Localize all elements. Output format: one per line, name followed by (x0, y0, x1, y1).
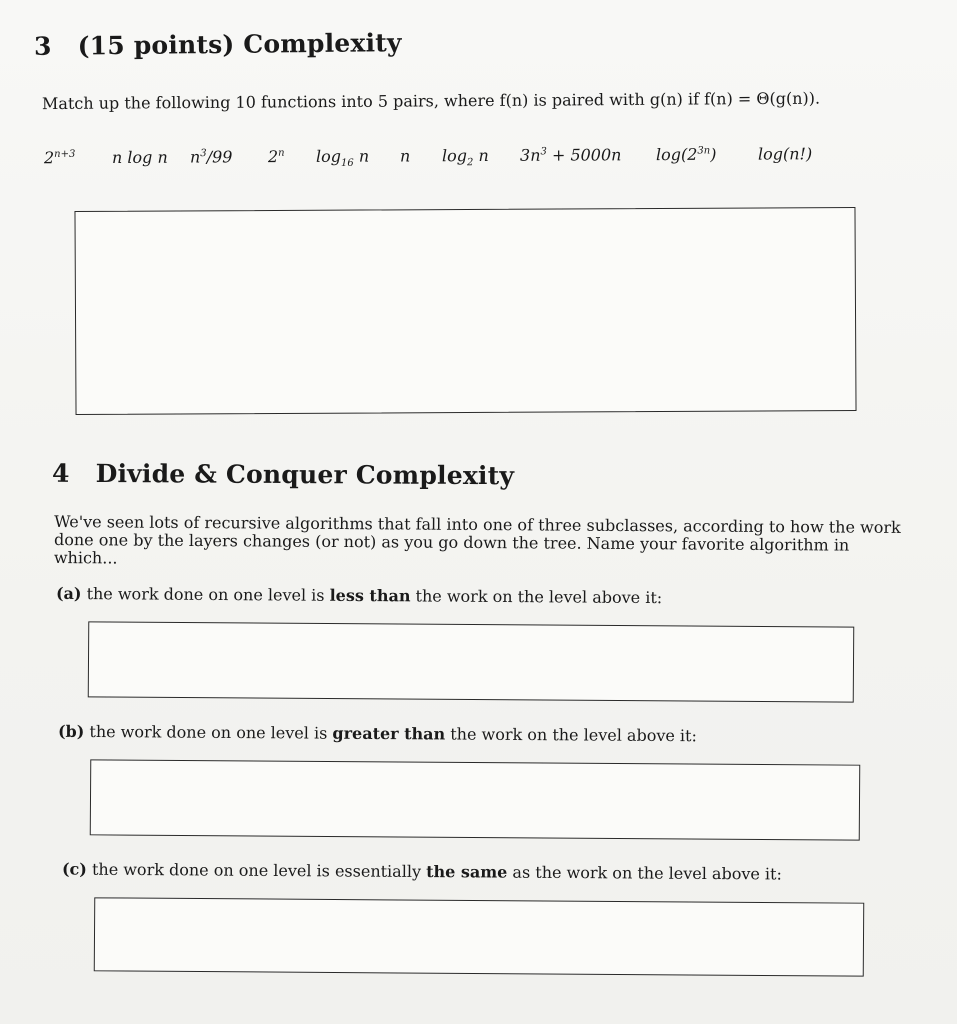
function-item: $\log(2^{3n})$ (655, 144, 717, 165)
section-3-number: 3 (33, 31, 52, 61)
section-4-title: Divide & Conquer Complexity (95, 459, 515, 491)
function-item: $2^{n+3}$ (43, 148, 76, 168)
function-item: log(n!) (757, 144, 813, 164)
function-item: $3n^3 + 5000n$ (519, 145, 622, 165)
function-item: $\log_{16} n$ (315, 146, 370, 169)
section-4-number: 4 (51, 458, 70, 488)
function-list (44, 144, 924, 175)
question-b: (b) the work done on one level is greater than the work on the level above it: (57, 721, 697, 746)
question-b-answer-box[interactable] (90, 759, 861, 840)
section-3-instruction: Match up the following 10 functions into 5 pairs, where f(n) is paired with g(n) if f(n) = Θ(g(n)). (41, 88, 821, 114)
question-c: (c) the work done on one level is essentially the same as the work on the level above it: (61, 859, 782, 884)
function-item: n (399, 146, 411, 166)
function-item: n log n (111, 147, 168, 167)
question-a-answer-box[interactable] (88, 621, 855, 702)
function-item: $n^3/99$ (189, 147, 233, 167)
function-item: 2$^n$ (267, 147, 285, 167)
section-4-intro-line-1: We've seen lots of recursive algorithms that fall into one of three subclasses, according to how the work (54, 512, 901, 537)
section-4-intro (54, 513, 904, 573)
section-3-heading (34, 28, 402, 61)
function-item: $\log_2 n$ (441, 145, 489, 169)
section-4-intro-line-2: done one by the layers changes (or not) as you go down the tree. Name your favorite algorithm in which... (53, 530, 850, 568)
section-4-heading (52, 459, 514, 490)
section-3-title: (15 points) Complexity (77, 28, 402, 61)
section-3-answer-box[interactable] (74, 207, 856, 415)
question-a: (a) the work done on one level is less than the work on the level above it: (55, 583, 663, 608)
question-c-answer-box[interactable] (94, 897, 864, 976)
